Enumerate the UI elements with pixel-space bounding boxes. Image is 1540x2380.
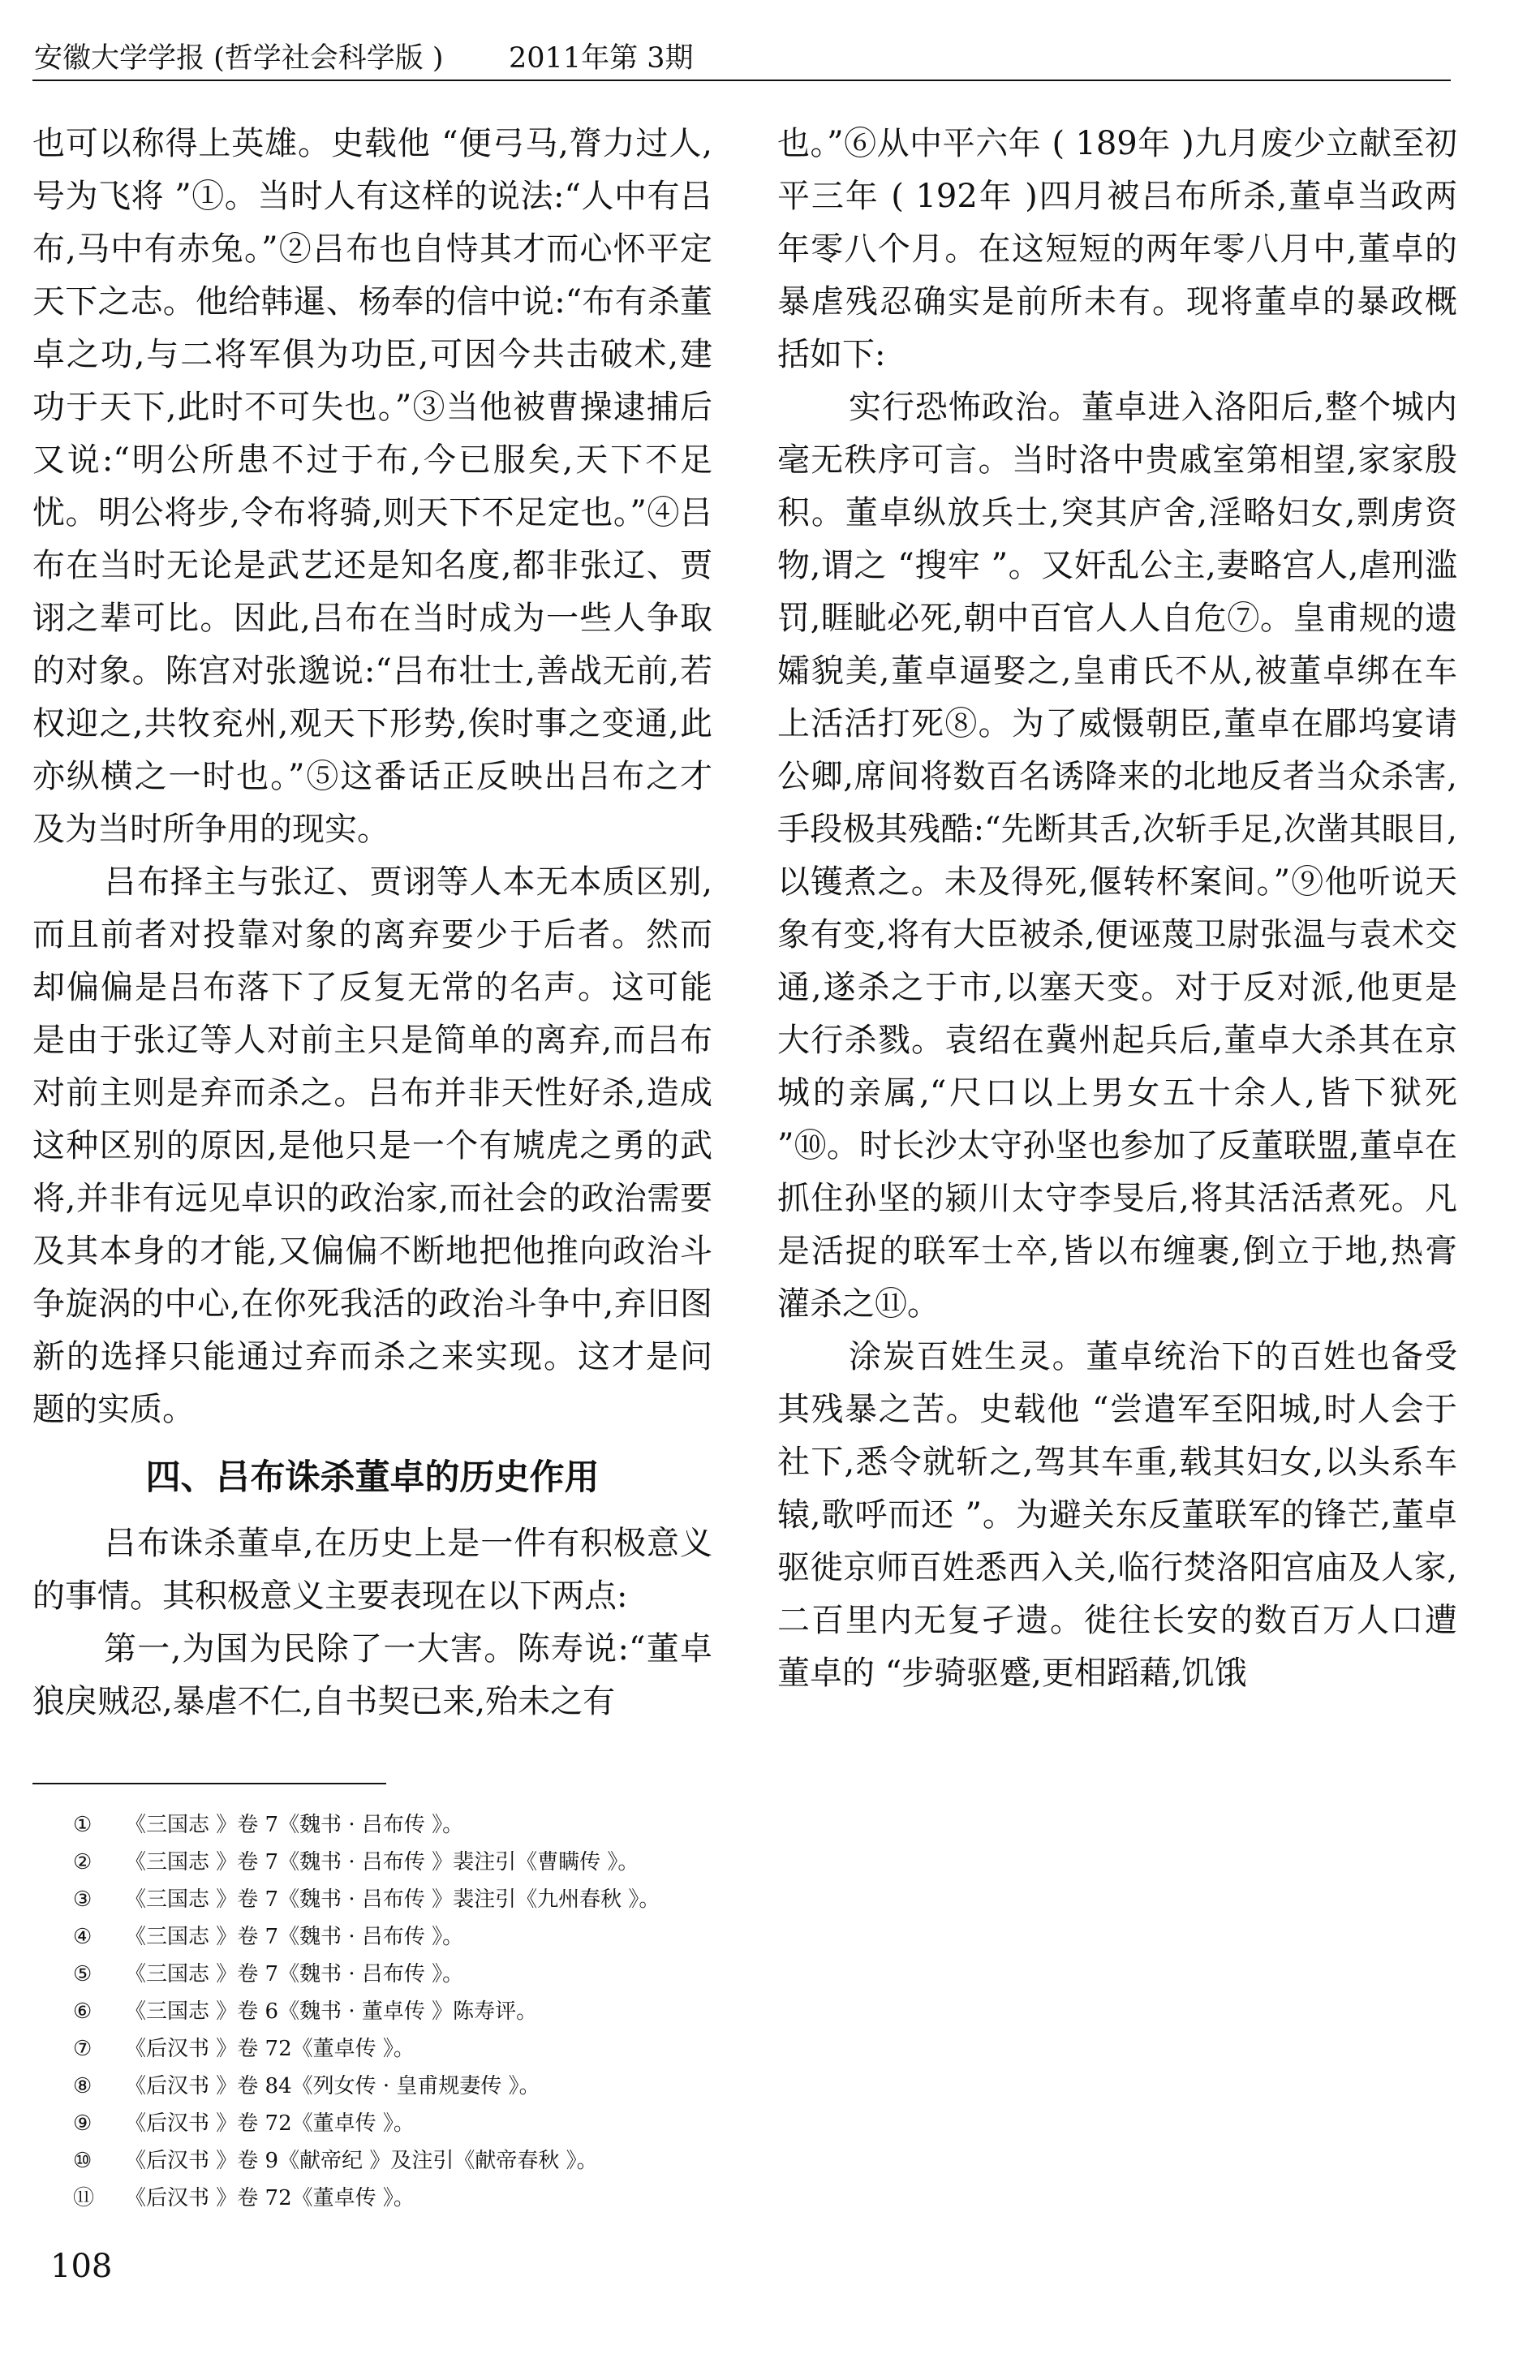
footnote-text: 《后汉书 》卷 72《董卓传 》。 [125, 2186, 415, 2210]
footnote-rule [32, 1783, 386, 1784]
footnote-text: 《三国志 》卷 7《魏书 · 吕布传 》。 [125, 1813, 464, 1837]
footnote-mark: ④ [73, 1925, 92, 1949]
footnote-mark: ① [73, 1813, 92, 1837]
footnote-mark: ⑦ [73, 2037, 92, 2061]
running-header [34, 36, 1449, 78]
footnote-text: 《三国志 》卷 7《魏书 · 吕布传 》。 [125, 1962, 464, 1986]
footnote-mark: ③ [73, 1887, 92, 1912]
right-column [777, 118, 1457, 1700]
body-paragraph: 吕布诛杀董卓,在历史上是一件有积极意义的事情。其积极意义主要表现在以下两点: [32, 1525, 712, 1615]
left-column [32, 118, 712, 1728]
footnote [73, 1806, 660, 1844]
footnote-text: 《后汉书 》卷 9《献帝纪 》及注引《献帝春秋 》。 [125, 2149, 598, 2173]
footnote-mark: ⑤ [73, 1962, 92, 1986]
footnote-text: 《三国志 》卷 7《魏书 · 吕布传 》。 [125, 1925, 464, 1949]
footnote [73, 2180, 660, 2217]
footnote-mark: ⑨ [73, 2111, 92, 2136]
section-heading: 四、吕布诛杀董卓的历史作用 [145, 1457, 600, 1498]
body-paragraph: 第一,为国为民除了一大害。陈寿说:“董卓狼戾贼忍,暴虐不仁,自书契已来,殆未之有 [32, 1630, 712, 1720]
footnote [73, 2068, 660, 2105]
footnote-text: 《后汉书 》卷 72《董卓传 》。 [125, 2037, 415, 2061]
footnote-mark: ⑧ [73, 2074, 92, 2098]
footnote-text: 《三国志 》卷 7《魏书 · 吕布传 》裴注引《九州春秋 》。 [125, 1887, 660, 1912]
footnote-text: 《三国志 》卷 7《魏书 · 吕布传 》裴注引《曹瞒传 》。 [125, 1850, 639, 1874]
footnote-mark: ② [73, 1850, 92, 1874]
footnote [73, 1993, 660, 2030]
journal-title: 安徽大学学报 (哲学社会科学版 ) [34, 42, 444, 75]
footnote [73, 2142, 660, 2180]
footnote-text: 《后汉书 》卷 84《列女传 · 皇甫规妻传 》。 [125, 2074, 540, 2098]
body-paragraph: 也可以称得上英雄。史载他 “便弓马,膂力过人,号为飞将 ”①。当时人有这样的说法:“人中有吕布,马中有赤兔。”②吕布也自恃其才而心怀平定天下之志。他给韩暹、杨奉的信中说:“布有杀董卓之功,与二将军俱为功臣,可因今共击破术,建功于天下,此时不可失也。”③当他被曹操逮捕后又说:“明公所患不过于布,今已服矣,天下不足忧。明公将步,令布将骑,则天下不足定也。”④吕布在当时无论是武艺还是知名度,都非张辽、贾诩之辈可比。因此,吕布在当时成为一些人争取的对象。陈宫对张邈说:“吕布壮士,善战无前,若权迎之,共牧兖州,观天下形势,俟时事之变通,此亦纵横之一时也。”⑤这番话正反映出吕布之才及为当时所争用的现实。 [32, 125, 712, 848]
footnote [73, 1881, 660, 1918]
footnote [73, 1918, 660, 1956]
footnote-text: 《后汉书 》卷 72《董卓传 》。 [125, 2111, 415, 2136]
footnote-text: 《三国志 》卷 6《魏书 · 董卓传 》陈寿评。 [125, 1999, 538, 2024]
footnote [73, 1956, 660, 1993]
footnotes [73, 1806, 660, 2217]
body-paragraph: 吕布择主与张辽、贾诩等人本无本质区别,而且前者对投靠对象的离弃要少于后者。然而却偏偏是吕布落下了反复无常的名声。这可能是由于张辽等人对前主只是简单的离弃,而吕布对前主则是弃而杀之。吕布并非天性好杀,造成这种区别的原因,是他只是一个有虓虎之勇的武将,并非有远见卓识的政治家,而社会的政治需要及其本身的才能,又偏偏不断地把他推向政治斗争旋涡的中心,在你死我活的政治斗争中,弃旧图新的选择只能通过弃而杀之来实现。这才是问题的实质。 [32, 863, 712, 1428]
body-paragraph: 涂炭百姓生灵。董卓统治下的百姓也备受其残暴之苦。史载他 “尝遣军至阳城,时人会于社下,悉令就斩之,驾其车重,载其妇女,以头系车辕,歌呼而还 ”。为避关东反董联军的锋芒,董卓驱徙京师百姓悉西入关,临行焚洛阳宫庙及人家,二百里内无复孑遗。徙往长安的数百万人口遭董卓的 “步骑驱蹙,更相蹈藉,饥饿 [777, 1338, 1457, 1692]
footnote-mark: ⑥ [73, 1999, 92, 2024]
body-paragraph: 实行恐怖政治。董卓进入洛阳后,整个城内毫无秩序可言。当时洛中贵戚室第相望,家家殷积。董卓纵放兵士,突其庐舍,淫略妇女,剽虏资物,谓之 “搜牢 ”。又奸乱公主,妻略宫人,虐刑滥罚,睚眦必死,朝中百官人人自危⑦。皇甫规的遗孀貌美,董卓逼娶之,皇甫氏不从,被董卓绑在车上活活打死⑧。为了威慑朝臣,董卓在郿坞宴请公卿,席间将数百名诱降来的北地反者当众杀害,手段极其残酷:“先断其舌,次斩手足,次凿其眼目,以镬煮之。未及得死,偃转杯案间。”⑨他听说天象有变,将有大臣被杀,便诬蔑卫尉张温与袁术交通,遂杀之于市,以塞天变。对于反对派,他更是大行杀戮。袁绍在冀州起兵后,董卓大杀其在京城的亲属,“尺口以上男女五十余人,皆下狱死 ”⑩。时长沙太守孙坚也参加了反董联盟,董卓在抓住孙坚的颍川太守李旻后,将其活活煮死。凡是活捉的联军士卒,皆以布缠裹,倒立于地,热膏灌杀之⑪。 [777, 389, 1457, 1323]
footnote-mark: ⑪ [73, 2186, 95, 2210]
footnote [73, 2105, 660, 2142]
body-paragraph: 也。”⑥从中平六年 ( 189年 )九月废少立献至初平三年 ( 192年 )四月被吕布所杀,董卓当政两年零八个月。在这短短的两年零八月中,董卓的暴虐残忍确实是前所未有。现将董卓的暴政概括如下: [777, 125, 1457, 373]
page-number: 108 [50, 2248, 113, 2285]
footnote [73, 2030, 660, 2068]
footnote-mark: ⑩ [73, 2149, 92, 2173]
footnote [73, 1844, 660, 1881]
issue-label: 2011年第 3期 [509, 42, 694, 75]
header-rule [32, 80, 1451, 81]
